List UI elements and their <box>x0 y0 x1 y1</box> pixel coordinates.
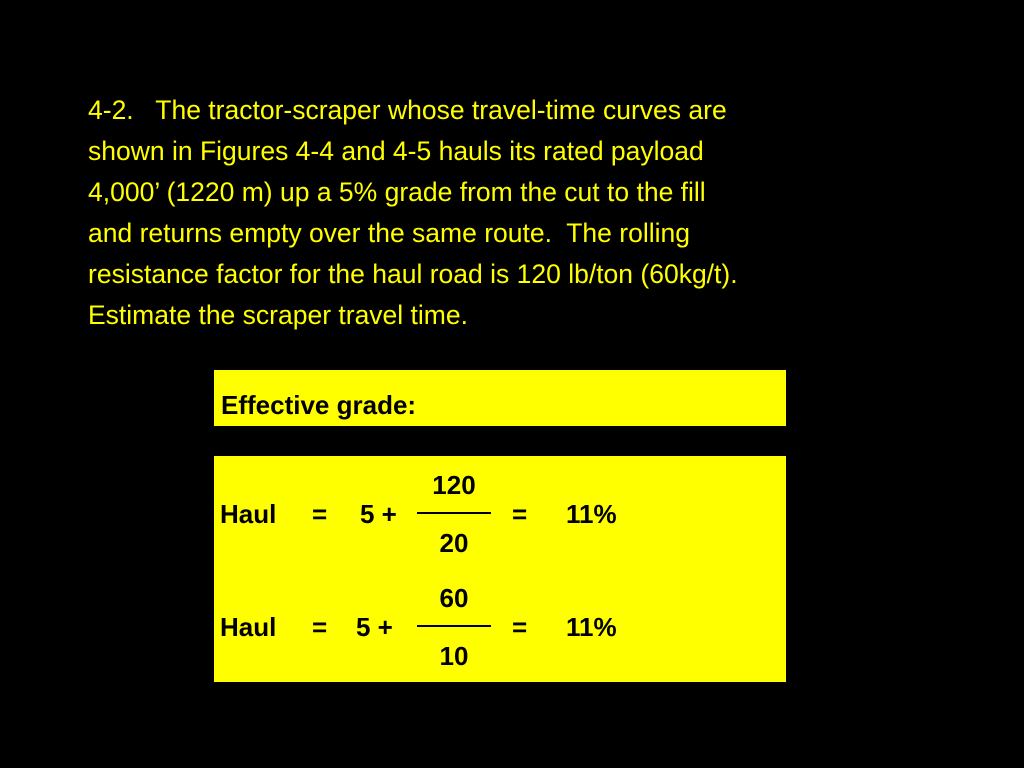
base-grade: 5 + <box>356 612 393 642</box>
equals-sign: = <box>312 499 328 529</box>
problem-line: 4-2. The tractor-scraper whose travel-time curves are <box>88 95 727 125</box>
fraction-denominator: 10 <box>439 641 469 671</box>
equation-label: Haul <box>220 612 277 642</box>
result-equals-sign: = <box>512 612 528 642</box>
fraction-bar <box>417 512 491 514</box>
problem-statement <box>88 90 968 336</box>
effective-grade-heading: Effective grade: <box>221 390 417 420</box>
problem-line: resistance factor for the haul road is 120 lb/ton (60kg/t). <box>88 259 738 289</box>
equation-result: 11% <box>566 499 617 529</box>
equation-label: Haul <box>220 499 277 529</box>
problem-line: shown in Figures 4-4 and 4-5 hauls its rated payload <box>88 136 704 166</box>
base-grade: 5 + <box>360 499 397 529</box>
problem-line: 4,000’ (1220 m) up a 5% grade from the cut to the fill <box>88 177 706 207</box>
fraction-bar <box>417 625 491 627</box>
fraction-denominator: 20 <box>439 528 469 558</box>
effective-grade-heading-box <box>214 370 786 426</box>
problem-line: Estimate the scraper travel time. <box>88 300 468 330</box>
fraction-numerator: 120 <box>432 470 476 500</box>
equals-sign: = <box>312 612 328 642</box>
calculation-box <box>214 456 786 682</box>
result-equals-sign: = <box>512 499 528 529</box>
haul-equation-2 <box>214 568 786 680</box>
problem-line: and returns empty over the same route. The rolling <box>88 218 690 248</box>
fraction-numerator: 60 <box>439 583 469 613</box>
haul-equation-1 <box>214 456 786 568</box>
equation-result: 11% <box>566 612 617 642</box>
